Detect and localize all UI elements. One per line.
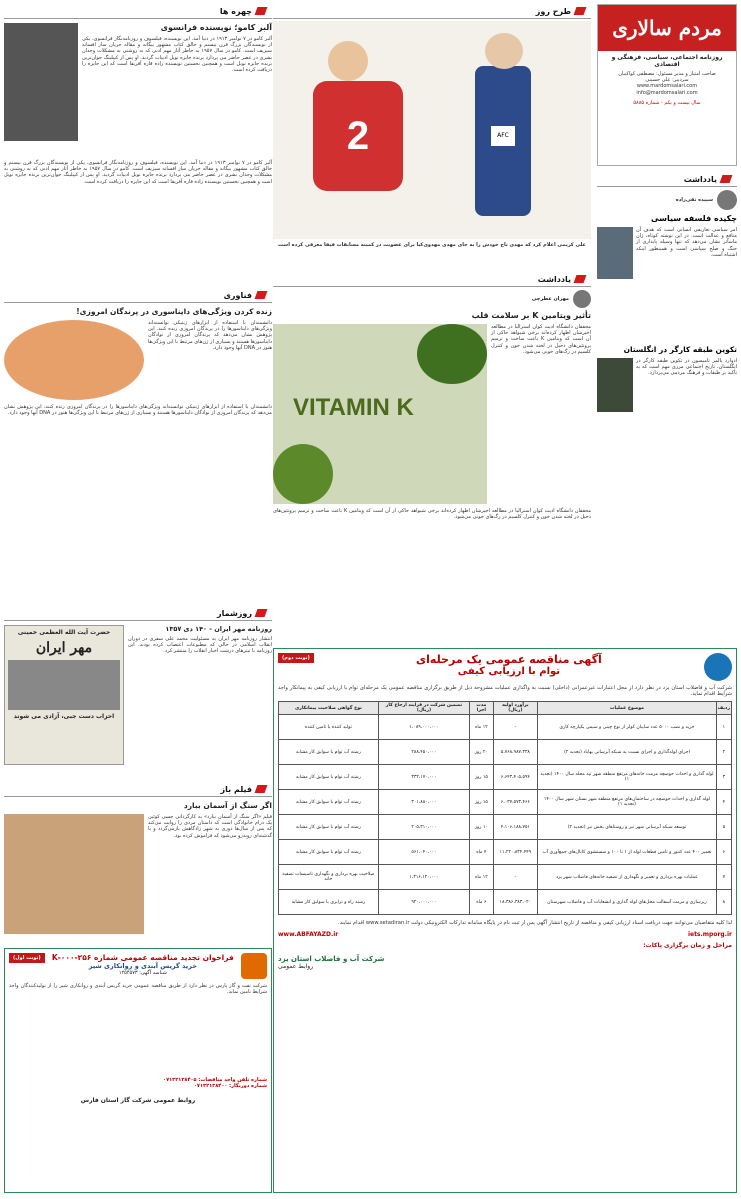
tender-subtitle: توام با ارزیابی کیفی [457, 666, 561, 677]
masthead-date: سال بیست و یکم - شماره ۵۸۸۵ [633, 99, 701, 106]
author-photo [573, 290, 591, 308]
table-row: ۷ عملیات بهره برداری و تعمیر و نگهداری از تصفیه خانه‌های فاضلاب شهر یزد - ۱۲ ماه ۱،۳۱۶،۱۲۰،۰۰۰ صلاحیت بهره برداری و نگهداری تاسیسات تصفیه خانه [279, 865, 732, 890]
dinosaur-egg-image [4, 320, 144, 400]
suit-figure: AFC [475, 66, 531, 216]
portal-link[interactable]: iets.mporg.ir [687, 930, 732, 938]
tender-ad-gas [4, 948, 272, 1193]
section-header-faces: چهره ها [4, 4, 272, 19]
deadline-title: مراحل و زمان برگزاری پاکات: [643, 941, 732, 949]
article-title: اگر سنگ از آسمان ببارد [183, 801, 272, 810]
player-figure: 2 [313, 81, 403, 191]
article-title: آلبر کامو؛ نویسنده فرانسوی [160, 23, 272, 32]
article-body-cont: محققان دانشگاه ادیث کوان استرالیا در مطالعه اخیرشان اظهار کرده‌اند برخی شیواهد حاکی از آن است که ویتامین K باعث ساخت و ترمیم پروتئین‌های دخیل در لخته شدن خون و کنترل کلسیم در رگ‌های خونی می‌شود. [271, 508, 592, 521]
tender-intro: شرکت نفت و گاز پارس در نظر دارد از طریق مناقصه عمومی خرید گریس آبندی و روانکاری شیر را از تولیدکنندگان واجد شرایط تامین نماید. [7, 983, 267, 996]
gas-company-logo [241, 953, 267, 979]
faces-section [4, 4, 272, 282]
tender-intro: شرکت آب و فاضلاب استان یزد در نظر دارد از محل اعتبارات غیرعمرانی (داخلی) نسبت به واگذاری عملیات مشروحه ذیل از طریق برگزاری مناقصه عمومی یک مرحله‌ای توام با ارزیابی کیفی به پیمانکار واجد شرایط اقدام نماید. [276, 685, 732, 698]
section-header-cartoon: طرح روز [273, 4, 591, 19]
table-header: مدت اجرا [470, 702, 493, 715]
masthead [597, 4, 737, 166]
tender-title: آگهی مناقصه عمومی یک مرحله‌ای [416, 653, 602, 666]
table-header: ردیف [716, 702, 731, 715]
chronicle-section [4, 606, 272, 776]
masthead-tagline: روزنامه اجتماعی، سیاسی، فرهنگی و اقتصادی [611, 54, 723, 68]
article-title-2: تکوین طبقه کارگر در انگلستان [623, 345, 737, 354]
article-title: روزنامه مهر ایران - ۱۴۰ دی ۱۳۵۷ [165, 625, 272, 633]
article-body-cont: آلبر کامو در ۷ نوامبر ۱۹۱۳ در دنیا آمد. این نویسنده، فیلسوف و روزنامه‌نگار فرانسوی، یکی از نویسندگان بزرگ قرن بیستم و خالق کتاب مشهور بیگانه و مقاله جریان ساز افسانه سیزیف است. کامو در سال ۱۹۵۷ به خاطر آثار مهم ادبی که به روشنی به مشکلات وجدان بشری در عصر حاضر می پردازد برنده جایزه نوبل ادبیات گردید. او پس از کیپلینگ جوان‌ترین برنده جایزه نوبل است و همچنین نخستین نویسنده زاده قاره آفریقا است که این جایزه را دریافت کرده است. [2, 160, 272, 185]
tender-title: فراخوان تجدید مناقصه عمومی شماره ۲۵۶-۰۰۰-K [51, 953, 234, 962]
note-column [597, 172, 737, 642]
table-row: ۶ تعمیر ۴۰۰ عدد کنتور و تامین قطعات لوله از ۱ تا ۱۰۰ و شستشوی کانال‌های جمع‌آوری آب ۱۱،۲۲۰،۸۳۴،۴۴۹ ۴ ماه ۵۶۱،۰۴۰،۰۰۰ رشته آب توام با سوابق کار مشابه [279, 840, 732, 865]
section-header-note-2: یادداشت [273, 272, 591, 287]
tender-ad-yazd [273, 648, 737, 1193]
tender-subtitle: خرید گریس آبندی و روانکاری شیر [88, 962, 197, 970]
tender-contacts: شماره تلفن واحد مناقصات: ۰۷۱۳۲۱۳۸۴۰۵ شماره دورنگار: ۰۷۱۳۲۱۳۸۴۰۰ [163, 1077, 267, 1090]
book-cover-image [597, 227, 633, 279]
vitamin-k-image: VITAMIN K [273, 324, 487, 504]
camus-portrait [4, 23, 78, 141]
film-still-image [4, 814, 144, 934]
tender-table [278, 701, 732, 915]
table-row: ۸ زیرسازی و مرمت آسفالت محل‌های لوله گذاری و انشعابات آب و فاضلاب شهرستان ۱۸،۳۸۶،۳۸۳،۰۲۰ ۶ ماه ۹۲۰،۰۰۰،۰۰۰ رشته راه و ترابری با سوابق کار مشابه [279, 890, 732, 915]
water-company-logo [704, 653, 732, 681]
author-photo [717, 190, 737, 210]
cartoon-caption: علی کریمی اعلام کرد که مهدی تاج خودش را به جای مهدی مهدوی‌کیا برای عضویت در کمیته مسابقات فیفا معرفی کرده است [278, 242, 586, 248]
section-header-film: فیلم باز [4, 782, 272, 797]
article-title: چکیده فلسفه سیاسی [651, 214, 737, 223]
section-header-science: فناوری [4, 288, 272, 303]
tender-signature: شرکت آب و فاضلاب استان یزد [278, 954, 385, 963]
article-body: آلبر کامو در ۷ نوامبر ۱۹۱۳ در دنیا آمد. این نویسنده، فیلسوف و روزنامه‌نگار فرانسوی، یکی از نویسندگان بزرگ قرن بیستم و خالق کتاب مشهور بیگانه و مقاله جریان ساز افسانه سیزیف است. کامو در سال ۱۹۵۷ به خاطر آثار مهم ادبی که به روشنی به مشکلات وجدان بشری در عصر حاضر می پردازد برنده جایزه نوبل ادبیات گردید. او پس از کیپلینگ جوان‌ترین برنده جایزه نوبل است و همچنین نخستین نویسنده زاده قاره آفریقا است که این جایزه را دریافت کرده است. [80, 36, 272, 74]
article-body: فیلم «اگر سنگ از آسمان ببارد» به کارگردانی جسی کوئین یک درام خانوادگی است که داستان مردی را روایت می‌کند که پس از سال‌ها دوری به شهر زادگاهش بازمی‌گردد و با گذشته‌ای روبه‌رو می‌شود که فراموش کرده بود. [146, 814, 272, 839]
article-body: امر سیاسی تعاریفی انسانی است که هدف آن منافع و عدالت است. در این نوشته کوتاه، ژان ماساتر نشان می‌دهد که تنها وسیله پایداری از جنگ و صلح سیاسی است و همینطور اینکه اشتباه است. [634, 227, 738, 258]
table-header: موضوع عملیات [538, 702, 717, 715]
article-body: محققان دانشگاه ادیث کوان استرالیا در مطالعه اخیرشان اظهار کرده‌اند برخی شیواهد حاکی از آن است که ویتامین K باعث ساخت و ترمیم پروتئین‌های دخیل در لخته شدن خون و کنترل کلسیم در رگ‌های خونی می‌شود. [489, 324, 591, 355]
table-row: ۵ توسعه شبکه آبرسانی شهر نیر و روستاهای بخش نیر (تجدید ۲) ۴،۱۰۶،۱۸۸،۷۵۱ ۱۰ روز ۲۰۵،۳۱۰،۰۰۰ رشته آب توام با سوابق کار مشابه [279, 815, 732, 840]
author-name: سپیده تقی‌زاده [675, 197, 713, 203]
newspaper-logo: مردم سالاری [612, 16, 722, 40]
tender-signature-2: روابط عمومی [278, 962, 314, 970]
website-link[interactable]: www.ABFAYAZD.ir [278, 930, 339, 938]
article-title: تأثیر ویتامین K بر سلامت قلب [471, 311, 591, 320]
tender-code: شناسه آگهی: ۱۲۵۴۵۷۳ [118, 970, 167, 976]
cartoon-image [273, 21, 591, 239]
table-row: ۴ لوله گذاری و احداث حوضچه در ساختمان‌های مرتفع منطقه شهر بستان شهر سال ۱۴۰۰ (تجدید ۱) ۶،۰۳۷،۵۷۳،۴۶۶ ۱۵ روز ۳۰۱،۸۸۰،۰۰۰ رشته آب توام با سوابق کار مشابه [279, 790, 732, 815]
table-header: تضمین شرکت در فرایند ارجاع کار (ریال) [378, 702, 469, 715]
tender-badge: (نوبت دوم) [278, 653, 314, 663]
vitamin-section [273, 272, 591, 642]
table-header: برآورد اولیه (ریال) [493, 702, 538, 715]
section-header-note: یادداشت [597, 172, 737, 187]
cartoon-section [273, 4, 591, 266]
article-body-2: ادوارد پالمر تامپسون در تکوین طبقه کارگر در انگلستان، تاریخ اجتماعی مرزی مهم است که به تأکید بر طبقات و فرهنگ مردمی می‌پردازد. [634, 358, 737, 377]
section-header-chronicle: روزشمار [4, 606, 272, 621]
tender-badge: (نوبت اول) [9, 953, 45, 963]
article-body: انتشار روزنامه مهر ایران به مسئولیت محمد علی سفری در دوران انقلاب اسلامی در حالی که مطبوعات اعتصاب کرده بودند. این روزنامه با تیترهای درشت اخبار انقلاب را منتشر کرد. [126, 636, 272, 655]
tender-signature: روابط عمومی شرکت گاز استان فارس [80, 1097, 196, 1105]
table-row: ۱ خرید و نصب ۵۰۰۰ عدد سایبان کولر از نوع چینی و سیمی یکپارچه کاری - ۱۲ ماه ۱،۰۸۹،۰۰۰،۰۰۰ تولید کننده یا تامین کننده [279, 715, 732, 740]
book-cover-image-2 [597, 358, 633, 412]
table-row: ۲ اجرای لوله‌گذاری و اجرای نسبت به شبکه آبرسانی بهاباد (تجدید ۲) ۵،۷۶۸،۹۸۷،۳۳۸ ۲۰ روز ۲۸۸،۴۵۰،۰۰۰ رشته آب توام با سوابق کار مشابه [279, 740, 732, 765]
newspaper-clip-image: حضرت آیت الله العظمی خمینی مهر ایران احزاب دست جبی، آزادی می شوند [4, 625, 124, 765]
tender-footer: لذا کلیه متقاضیان می‌توانند جهت دریافت اسناد ارزیابی کیفی و مناقصه از تاریخ انتشار آگهی پس از ثبت نام در پایگاه سامانه تدارکات الکترونیکی دولت www.setadiran.ir اقدام نمایند. [337, 920, 732, 927]
science-section [4, 288, 272, 600]
author-name: مهران عطرچی [531, 296, 569, 302]
article-body-cont: دانشمندان با استفاده از ابزارهای ژنتیکی توانسته‌اند ویژگی‌های دایناسورها را در پرندگان امروزی زنده کنند. این پژوهش نشان می‌دهد که پرندگان امروزی از نوادگان دایناسورها هستند و بسیاری از ژن‌های مرتبط با این ویژگی‌ها هنوز در DNA آنها وجود دارد. [2, 404, 273, 417]
film-section [4, 782, 272, 942]
table-row: ۳ لوله گذاری و احداث حوضچه مرمت خانه‌های مرتفع منطقه شهر تپه محله سال ۱۴۰۰ (تجدید ۱) ۶،۶۴۳،۴۰۵،۵۹۴ ۱۵ روز ۳۳۲،۱۷۰،۰۰۰ رشته آب توام با سوابق کار مشابه [279, 765, 732, 790]
table-header: نوع گواهی صلاحیت پیمانکاری [279, 702, 379, 715]
article-body: دانشمندان با استفاده از ابزارهای ژنتیکی توانسته‌اند ویژگی‌های دایناسورها را در پرندگان امروزی زنده کنند. این پژوهش نشان می‌دهد که پرندگان امروزی از نوادگان دایناسورها هستند و بسیاری از ژن‌های مرتبط با این ویژگی‌ها هنوز در DNA آنها وجود دارد. [146, 320, 272, 351]
article-title: زنده کردن ویژگی‌های دایناسوری در پرندگان امروزی! [76, 307, 272, 316]
masthead-info: صاحب امتیاز و مدیر مسئول: مصطفی کواکبیان سردبیر: علی حسینی www.mardomsalari.com info@mardomsalari.com [618, 71, 716, 96]
